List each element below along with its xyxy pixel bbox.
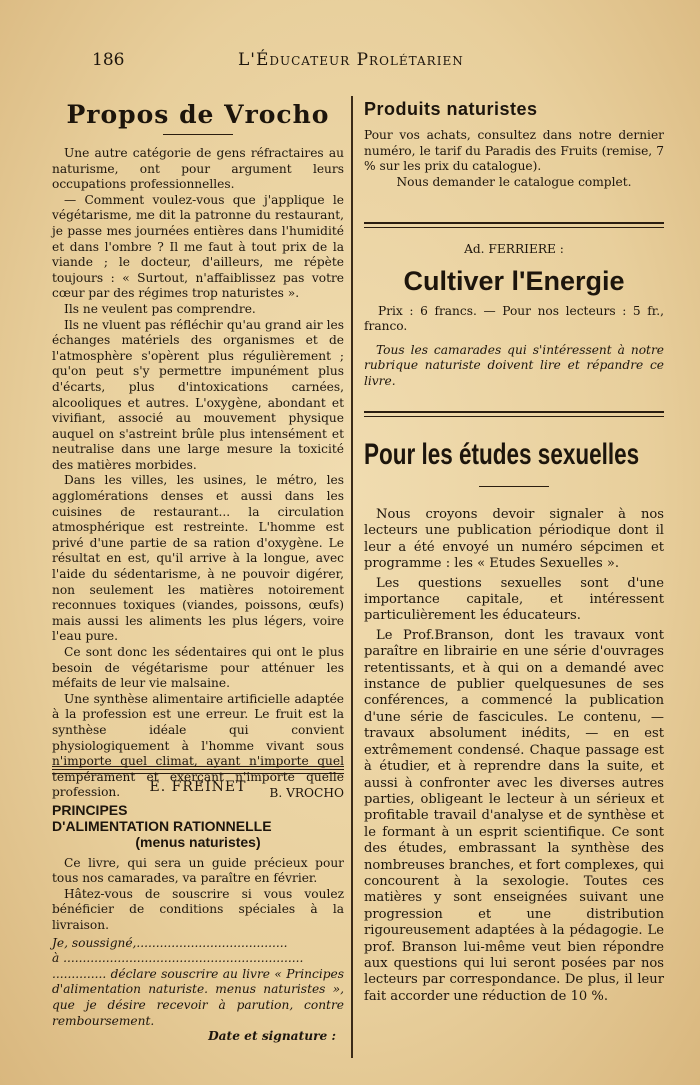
page-number: 186	[92, 50, 125, 70]
sexuelles-title: Pour les études sexuelles	[364, 438, 640, 471]
section-separator	[364, 222, 664, 228]
vrocho-article	[52, 134, 344, 802]
vrocho-paragraph: Une autre catégorie de gens réfractaires au naturisme, ont pour argument leurs occupations professionnelles.	[52, 146, 344, 192]
vrocho-paragraph: Ils ne veulent pas comprendre.	[64, 301, 256, 316]
title-underline	[479, 486, 549, 487]
freinet-section	[52, 780, 344, 1045]
book-subtitle: (menus naturistes)	[135, 833, 261, 850]
section-separator	[52, 766, 344, 774]
ferriere-price: Prix : 6 francs. — Pour nos lecteurs : 5 fr., franco.	[364, 303, 664, 334]
sexuelles-paragraph: Nous croyons devoir signaler à nos lecteurs une publication périodique dont il leur a été envoyé un numéro sépcimen et programme : les « Etudes Sexuelles ».	[364, 507, 664, 572]
column-divider	[351, 96, 353, 1058]
section-separator	[364, 411, 664, 417]
ferriere-author: Ad. FERRIERE :	[464, 242, 564, 256]
produits-section	[364, 98, 664, 190]
vrocho-paragraph: Ce sont donc les sédentaires qui ont le plus besoin de végétarisme pour atténuer les méfaits de leur vie malsaine.	[52, 645, 344, 691]
ferriere-title: Cultiver l'Energie	[403, 265, 625, 296]
produits-text: Pour vos achats, consultez dans notre dernier numéro, le tarif du Paradis des Fruits (remise, 7 % sur les prix du catalogue).	[364, 128, 664, 174]
subscription-form	[52, 936, 344, 1045]
freinet-author: E. FREINET	[149, 779, 247, 795]
sexuelles-paragraph: Les questions sexuelles sont d'une importance capitale, et intéressent particulièrement les éducateurs.	[364, 575, 664, 624]
vrocho-paragraph: Une synthèse alimentaire artificielle adaptée à la profession est une erreur. Le fruit est la synthèse idéale qui convient physiologiquement à l'homme vivant sous n'importe quel climat, ayant n'importe quel tempérament et exerçant n'importe quelle profession.	[52, 691, 344, 800]
form-line: à ..............................................................	[52, 951, 304, 966]
book-title-line1: PRINCIPES	[52, 801, 128, 818]
page-header	[0, 46, 700, 76]
freinet-paragraph: Ce livre, qui sera un guide précieux pour tous nos camarades, va paraître en février.	[52, 855, 344, 886]
vrocho-paragraph: Ils ne vluent pas réfléchir qu'au grand air les échanges matériels des organismes et de l'atmosphère s'opèrent plus régulièrement ; qu'on peut s'y permettre impunément plus d'écarts, plus d'intoxications carnées, alcooliques et autres. L'oxygène, abondant et vivifiant, associé au mouvement physique auquel on s'astreint brûle plus intensément et neutralise dans une large mesure la toxicité des matières morbides.	[52, 317, 344, 472]
produits-title: Produits naturistes	[364, 99, 538, 119]
freinet-book-title	[52, 802, 344, 850]
vrocho-title: Propos de Vrocho	[66, 100, 330, 129]
form-line: .............. déclare souscrire au livre « Principes d'alimentation naturiste. menus naturistes », que je désire recevoir à parution, contre remboursement.	[52, 966, 344, 1028]
vrocho-signature: B. VROCHO	[269, 785, 344, 800]
book-title-line2: D'ALIMENTATION RATIONNELLE	[52, 817, 272, 834]
vrocho-paragraph: Dans les villes, les usines, le métro, les agglomérations denses et aussi dans les cuisines de restaurant... la circulation atmosphérique est restreinte. L'homme est privé d'une partie de sa ration d'oxygène. Le résultat en est, qu'il arrive à la longue, avec l'aide du sédentarisme, à ne pouvoir digérer, non seulement les matières notoirement reconnues toxiques (viandes, poissons, œufs) mais aussi les aliments les plus légers, voire l'eau pure.	[52, 473, 344, 644]
vrocho-paragraph: — Comment voulez-vous que j'applique le végétarisme, me dit la patronne du restaurant, je passe mes journées entières dans l'humidité et dans l'ombre ? Il me faut à tout prix de la viande ; le docteur, d'ailleurs, me répète toujours : « Surtout, n'affaiblissez pas votre cœur par des régimes trop naturistes ».	[52, 192, 344, 301]
form-signature: Date et signature :	[208, 1029, 336, 1044]
sexuelles-article	[364, 486, 664, 1005]
journal-title: L'Éducateur Prolétarien	[238, 50, 464, 70]
ferriere-section	[364, 242, 664, 390]
sexuelles-title-box	[364, 434, 664, 478]
sexuelles-paragraph: Le Prof.Branson, dont les travaux vont paraître en librairie en une série d'ouvrages retentissants, et à qui on a demandé avec instance de publier quelquesunes de ses conférences, a commencé la publication d'une série de fascicules. Le contenu, — travaux absolument inédits, — en est extrêmement condensé. Chaque passage est à étudier, et à reprendre dans la suite, et aussi à confronter avec les diverses autres parties, obligeant le lecteur à un sérieux et profitable travail d'analyse et de synthèse et le formant à un esprit scientifique. Ce sont des études, embrassant la synthèse des nombreuses branches, et fort complexes, qui concourent à la sexologie. Toutes ces matières y sont enseignées suivant une progression et une distribution rigoureusement adaptées à la pédagogie. Le prof. Branson lui-même veut bien répondre aux questions qui lui seront posées par nos lecteurs par correspondance. De plus, il leur fait accorder une réduction de 10 %.	[364, 627, 664, 1004]
produits-text2: Nous demander le catalogue complet.	[396, 174, 632, 189]
ferriere-note: Tous les camarades qui s'intéressent à notre rubrique naturiste doivent lire et répandre ce livre.	[364, 342, 664, 388]
freinet-paragraph: Hâtez-vous de souscrire si vous voulez bénéficier de conditions spéciales à la livraison.	[52, 886, 344, 932]
title-underline	[163, 134, 233, 135]
form-line: Je, soussigné,.......................................	[52, 935, 288, 950]
